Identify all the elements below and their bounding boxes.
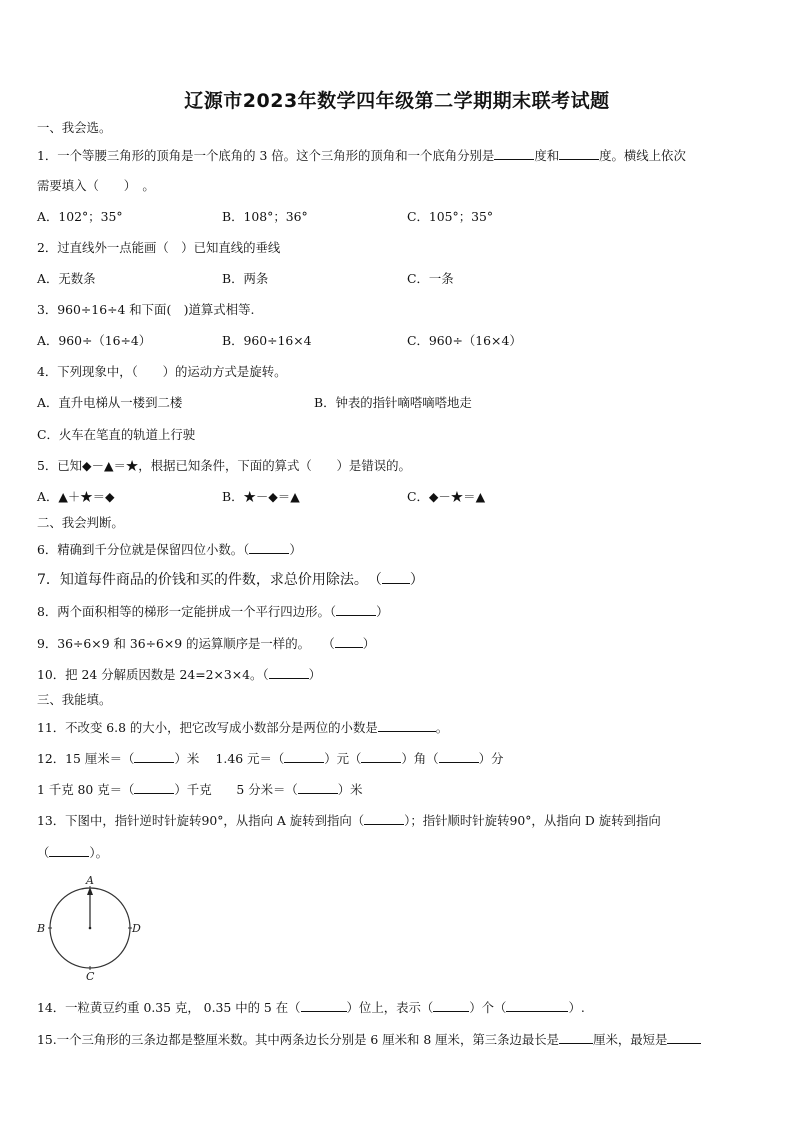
dial-label-a: A — [86, 874, 94, 887]
question-12: 12．15 厘米＝（ ）米 1.46 元＝（ ）元（ ）角（ ）分 — [37, 751, 504, 766]
question-1-cont: 需要填入（ ） 。 — [37, 178, 155, 193]
question-10: 10．把 24 分解质因数是 24=2×3×4。（ ） — [37, 667, 322, 682]
question-14: 14．一粒黄豆约重 0.35 克， 0.35 中的 5 在（ ）位上，表示（ ）个（ ）. — [37, 1000, 585, 1015]
page-title: 辽源市2023年数学四年级第二学期期末联考试题 — [184, 90, 610, 112]
question-4: 4．下列现象中，（ ）的运动方式是旋转。 — [37, 364, 287, 379]
q1-option-a[interactable]: A．102°；35° — [37, 209, 123, 224]
dial-label-d: D — [132, 922, 141, 935]
answer-blank[interactable] — [382, 570, 410, 584]
q5-option-a[interactable]: A．▲＋★＝◆ — [37, 489, 115, 504]
answer-blank[interactable] — [335, 634, 363, 648]
question-13-cont: （ ）。 — [37, 845, 108, 860]
section-heading-1: 一、我会选。 — [37, 120, 112, 135]
q4-option-b[interactable]: B．钟表的指针嘀嗒嘀嗒地走 — [314, 395, 472, 410]
answer-blank[interactable] — [284, 749, 324, 763]
q4-option-a[interactable]: A．直升电梯从一楼到二楼 — [37, 395, 183, 410]
question-3: 3．960÷16÷4 和下面( )道算式相等. — [37, 302, 255, 317]
q1-option-b[interactable]: B．108°；36° — [222, 209, 308, 224]
answer-blank[interactable] — [49, 843, 89, 857]
q3-option-b[interactable]: B．960÷16×4 — [222, 333, 312, 348]
answer-blank[interactable] — [298, 780, 338, 794]
answer-blank[interactable] — [134, 780, 174, 794]
question-13: 13．下图中，指针逆时针旋转90°，从指向 A 旋转到指向（ ）；指针顺时针旋转90°，从指向 D 旋转到指向 — [37, 813, 661, 828]
answer-blank[interactable] — [439, 749, 479, 763]
blank[interactable] — [559, 146, 599, 160]
answer-blank[interactable] — [269, 665, 309, 679]
question-7: 7．知道每件商品的价钱和买的件数，求总价用除法。 （ ） — [37, 572, 424, 588]
dial-label-b: B — [37, 922, 46, 935]
question-2: 2．过直线外一点能画（ ）已知直线的垂线 — [37, 240, 281, 255]
answer-blank[interactable] — [378, 718, 436, 732]
q1-option-c[interactable]: C．105°；35° — [407, 209, 494, 224]
q5-option-c[interactable]: C．◆－★＝▲ — [407, 489, 486, 504]
answer-blank[interactable] — [433, 998, 469, 1012]
section-heading-2: 二、我会判断。 — [37, 515, 124, 530]
section-heading-3: 三、我能填。 — [37, 692, 112, 707]
question-5: 5．已知◆－▲＝★，根据已知条件，下面的算式（ ）是错误的。 — [37, 458, 411, 473]
question-9: 9．36÷6×9 和 36÷6×9 的运算顺序是一样的。 （ ） — [37, 636, 376, 651]
answer-blank[interactable] — [559, 1030, 593, 1044]
q2-option-b[interactable]: B．两条 — [222, 271, 269, 286]
answer-blank[interactable] — [249, 540, 289, 554]
q4-option-c[interactable]: C．火车在笔直的轨道上行驶 — [37, 427, 196, 442]
dial-center — [89, 927, 92, 930]
question-6: 6．精确到千分位就是保留四位小数。（ ） — [37, 542, 302, 557]
question-11: 11．不改变 6.8 的大小，把它改写成小数部分是两位的小数是 。 — [37, 720, 449, 735]
q2-option-a[interactable]: A．无数条 — [37, 271, 96, 286]
answer-blank[interactable] — [134, 749, 174, 763]
q5-option-b[interactable]: B．★－◆＝▲ — [222, 489, 300, 504]
q2-option-c[interactable]: C．一条 — [407, 271, 454, 286]
dial-figure — [34, 874, 144, 984]
question-1: 1．一个等腰三角形的顶角是一个底角的 3 倍。这个三角形的顶角和一个底角分别是 度和 度。横线上依次 — [37, 148, 686, 163]
blank[interactable] — [494, 146, 534, 160]
q3-option-c[interactable]: C．960÷（16×4） — [407, 333, 522, 348]
question-12-cont: 1 千克 80 克＝（ ）千克 5 分米＝（ ）米 — [37, 782, 363, 797]
answer-blank[interactable] — [364, 811, 404, 825]
question-8: 8．两个面积相等的梯形一定能拼成一个平行四边形。（ ） — [37, 604, 389, 619]
dial-label-c: C — [86, 970, 95, 983]
answer-blank[interactable] — [361, 749, 401, 763]
q3-option-a[interactable]: A．960÷（16÷4） — [37, 333, 152, 348]
answer-blank[interactable] — [336, 602, 376, 616]
answer-blank[interactable] — [506, 998, 568, 1012]
question-15: 15.一个三角形的三条边都是整厘米数。其中两条边长分别是 6 厘米和 8 厘米，第三条边最长是 厘米，最短是 — [37, 1030, 701, 1049]
answer-blank[interactable] — [667, 1030, 701, 1044]
answer-blank[interactable] — [301, 998, 347, 1012]
